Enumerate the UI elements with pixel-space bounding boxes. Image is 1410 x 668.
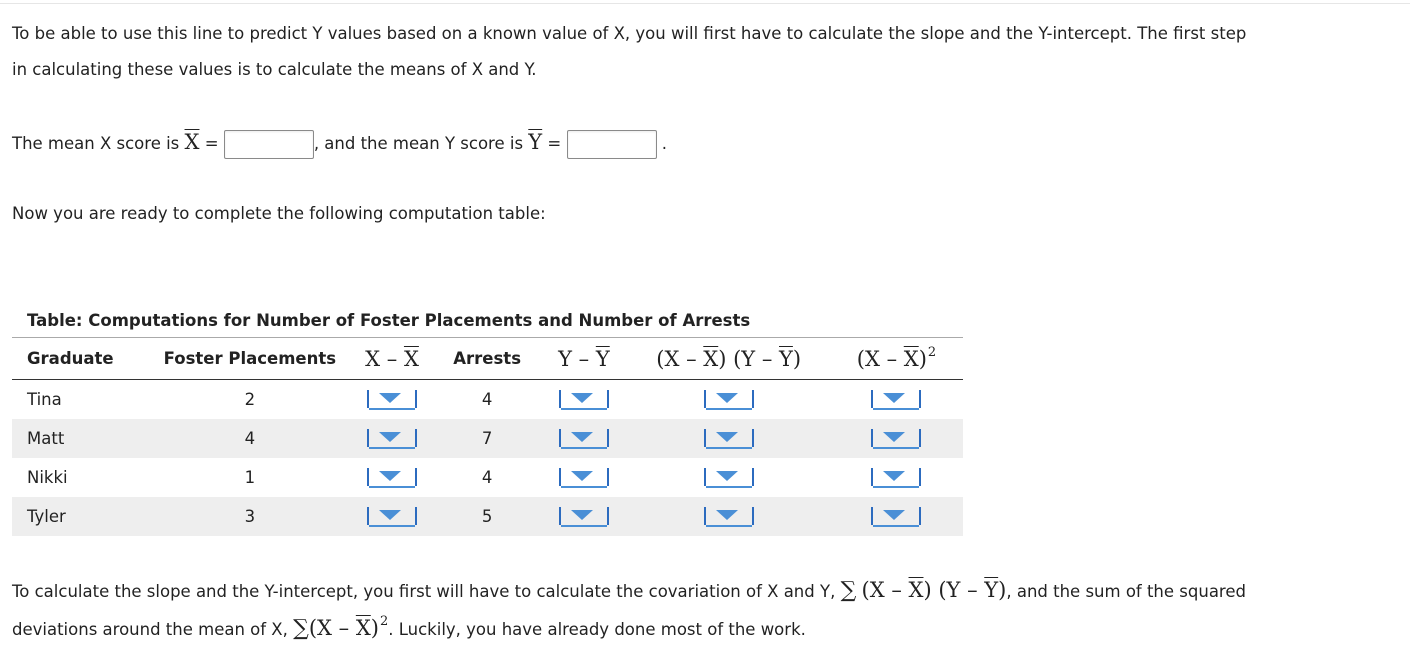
- mean-y-label: , and the mean Y score is: [313, 134, 524, 153]
- computation-table: [12, 305, 963, 536]
- foster-placements-value: 1: [244, 467, 256, 487]
- y-deviation-dropdown[interactable]: [559, 427, 609, 449]
- header-arrests: Arrests: [453, 349, 522, 368]
- chevron-down-icon: [379, 432, 401, 442]
- x-squared-dropdown[interactable]: [871, 466, 921, 488]
- y-deviation-dropdown[interactable]: [559, 466, 609, 488]
- chevron-down-icon: [716, 393, 738, 403]
- graduate-name: Nikki: [27, 467, 68, 487]
- arrests-value: 4: [481, 467, 493, 487]
- outro-text-a2: , and the sum of the squared: [1006, 582, 1246, 601]
- intro-line-1: To be able to use this line to predict Y values based on a known value of X, you will first have to calculate the slope and the Y-intercept. The first step: [12, 24, 1247, 43]
- mean-y-input[interactable]: [567, 130, 657, 159]
- chevron-down-icon: [883, 510, 905, 520]
- x-deviation-dropdown[interactable]: [367, 505, 417, 527]
- equals-sign: =: [204, 134, 219, 153]
- equals-sign: =: [547, 134, 562, 153]
- x-bar-symbol: $\overline{X}$: [184, 130, 200, 154]
- outro-line-2: [12, 610, 806, 650]
- chevron-down-icon: [571, 393, 593, 403]
- x-squared-dropdown[interactable]: [871, 427, 921, 449]
- x-deviation-dropdown[interactable]: [367, 388, 417, 410]
- header-graduate: Graduate: [27, 349, 114, 368]
- mean-x-label: The mean X score is: [12, 134, 180, 153]
- covariation-expression: $(X - \overline{X})$ $(Y - \overline{Y})$: [861, 578, 1007, 602]
- table-row: [12, 458, 963, 497]
- chevron-down-icon: [571, 471, 593, 481]
- x-deviation-dropdown[interactable]: [367, 466, 417, 488]
- foster-placements-value: 4: [244, 428, 256, 448]
- chevron-down-icon: [379, 510, 401, 520]
- outro-line-1: [12, 572, 1246, 610]
- table-caption: Table: Computations for Number of Foster Placements and Number of Arrests: [27, 311, 751, 330]
- foster-placements-value: 2: [244, 389, 256, 409]
- x-deviation-dropdown[interactable]: [367, 427, 417, 449]
- chevron-down-icon: [379, 393, 401, 403]
- product-dropdown[interactable]: [704, 466, 754, 488]
- chevron-down-icon: [883, 393, 905, 403]
- table-row: [12, 497, 963, 536]
- arrests-value: 5: [481, 506, 493, 526]
- means-sentence: [12, 124, 667, 162]
- header-foster-placements: Foster Placements: [163, 349, 337, 368]
- ready-text: Now you are ready to complete the following computation table:: [12, 204, 546, 223]
- intro-line-2: in calculating these values is to calculate the means of X and Y.: [12, 60, 537, 79]
- header-product: $(X - \overline{X})$ $(Y - \overline{Y})$: [656, 346, 802, 371]
- chevron-down-icon: [716, 510, 738, 520]
- chevron-down-icon: [379, 471, 401, 481]
- y-deviation-dropdown[interactable]: [559, 505, 609, 527]
- x-squared-dropdown[interactable]: [871, 388, 921, 410]
- product-dropdown[interactable]: [704, 388, 754, 410]
- chevron-down-icon: [883, 471, 905, 481]
- header-x-squared: $(X - \overline{X})^2$: [856, 344, 937, 371]
- chevron-down-icon: [571, 432, 593, 442]
- y-deviation-dropdown[interactable]: [559, 388, 609, 410]
- arrests-value: 7: [481, 428, 493, 448]
- table-row: [12, 419, 963, 458]
- product-dropdown[interactable]: [704, 427, 754, 449]
- outro-text-a1: To calculate the slope and the Y-intercept, you first will have to calculate the covariation of X and Y,: [12, 582, 836, 601]
- graduate-name: Matt: [27, 428, 65, 448]
- header-y-deviation: Y – $\overline{Y}$: [558, 346, 610, 371]
- mean-x-input[interactable]: [224, 130, 314, 159]
- top-divider: [0, 3, 1410, 4]
- period: .: [661, 134, 667, 153]
- chevron-down-icon: [716, 432, 738, 442]
- product-dropdown[interactable]: [704, 505, 754, 527]
- chevron-down-icon: [571, 510, 593, 520]
- y-bar-symbol: $\overline{Y}$: [528, 130, 543, 154]
- outro-text-b1: deviations around the mean of X,: [12, 620, 288, 639]
- header-x-deviation: X – $\overline{X}$: [365, 346, 419, 371]
- graduate-name: Tyler: [27, 506, 66, 526]
- x-squared-dropdown[interactable]: [871, 505, 921, 527]
- sigma-symbol: ∑: [293, 616, 309, 641]
- foster-placements-value: 3: [244, 506, 256, 526]
- sigma-symbol: ∑: [840, 578, 857, 603]
- chevron-down-icon: [883, 432, 905, 442]
- chevron-down-icon: [716, 471, 738, 481]
- outro-text-b2: . Luckily, you have already done most of the work.: [388, 620, 806, 639]
- graduate-name: Tina: [27, 389, 62, 409]
- table-header-row: [12, 338, 963, 380]
- squared-deviation-expression: $(X - \overline{X})^2$: [308, 614, 389, 640]
- table-row: [12, 380, 963, 419]
- arrests-value: 4: [481, 389, 493, 409]
